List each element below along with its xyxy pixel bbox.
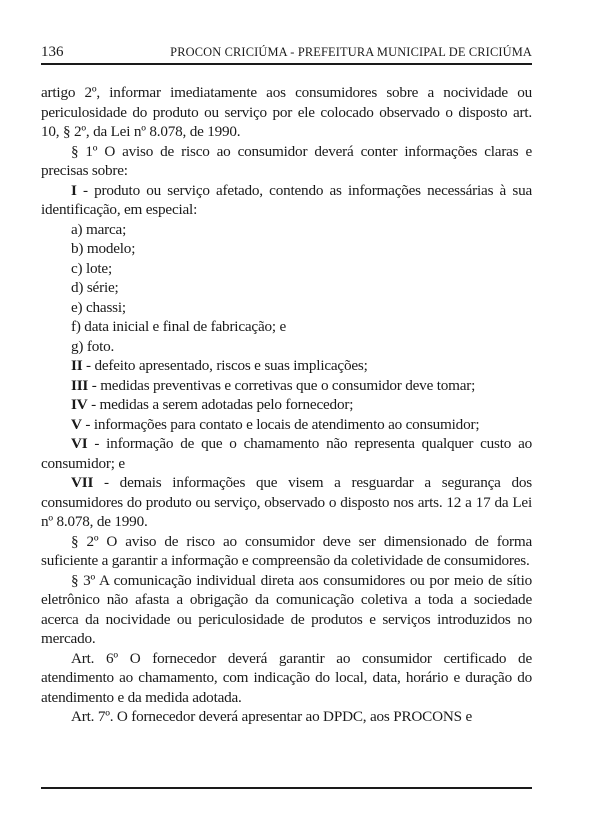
subitem-c: c) lote;	[71, 259, 112, 277]
item-ii-number: II	[71, 357, 83, 374]
item-i	[41, 181, 532, 220]
page-number: 136	[41, 44, 64, 60]
item-vii	[41, 473, 532, 532]
subitem-e: e) chassi;	[71, 298, 126, 316]
item-iv-number: IV	[71, 396, 88, 413]
header-title: PROCON CRICIÚMA - PREFEITURA MUNICIPAL DE CRICIÚMA	[170, 45, 532, 59]
item-vii-text: - demais informações que visem a resguardar a segurança dos consumidores do produto ou serviço, observado o disposto nos arts. 12 a 17 da Lei nº 8.078, de 1990.	[41, 474, 532, 530]
subitem-f: f) data inicial e final de fabricação; e	[71, 318, 287, 335]
item-v-number: V	[71, 415, 82, 433]
item-iii-text: - medidas preventivas e corretivas que o consumidor deve tomar;	[88, 376, 476, 394]
item-iv-text: - medidas a serem adotadas pelo fornecedor;	[87, 396, 354, 413]
item-vi	[41, 434, 532, 473]
item-i-number: I	[71, 181, 77, 199]
subitem-d: d) série;	[71, 279, 119, 296]
subitem-b: b) modelo;	[71, 240, 136, 257]
item-vi-text: - informação de que o chamamento não representa qualquer custo ao consumidor; e	[41, 435, 532, 472]
subitem-a: a) marca;	[71, 220, 127, 238]
item-vi-number: VI	[71, 435, 88, 452]
item-iii	[41, 376, 532, 396]
paragraph-section-2: § 2º O aviso de risco ao consumidor deve ser dimensionado de forma suficiente a garantir a informação e compreensão da coletividade de consumidores.	[41, 532, 532, 569]
item-ii	[41, 356, 532, 376]
item-iii-number: III	[71, 376, 89, 394]
header-rule	[41, 63, 532, 65]
item-vii-number: VII	[71, 474, 94, 491]
paragraph-continuation: artigo 2º, informar imediatamente aos consumidores sobre a nocividade ou periculosidade do produto ou serviço por ele colocado observado o disposto art. 10, § 2º, da Lei nº 8.078, de 1990.	[41, 84, 532, 140]
item-v	[41, 415, 532, 435]
footer-rule	[41, 787, 532, 789]
subitem-g: g) foto.	[71, 337, 115, 355]
running-header	[41, 44, 532, 61]
paragraph-article-6: Art. 6º O fornecedor deverá garantir ao consumidor certificado de atendimento ao chamamento, com indicação do local, data, horário e duração do atendimento e da medida adotada.	[41, 649, 532, 706]
item-iv	[41, 395, 532, 415]
paragraph-article-7: Art. 7º. O fornecedor deverá apresentar ao DPDC, aos PROCONS e	[71, 708, 472, 725]
item-i-text: - produto ou serviço afetado, contendo as informações necessárias à sua identificação, em especial:	[41, 181, 532, 218]
page-body	[41, 83, 532, 727]
item-ii-text: - defeito apresentado, riscos e suas implicações;	[82, 357, 368, 374]
paragraph-section-3: § 3º A comunicação individual direta aos consumidores ou por meio de sítio eletrônico não afasta a obrigação da comunicação coletiva a toda a sociedade acerca da nocividade ou periculosidade de produtos e serviços introduzidos no mercado.	[41, 571, 532, 647]
paragraph-section-1: § 1º O aviso de risco ao consumidor deverá conter informações claras e precisas sobre:	[41, 142, 532, 179]
item-v-text: - informações para contato e locais de atendimento ao consumidor;	[81, 415, 480, 433]
